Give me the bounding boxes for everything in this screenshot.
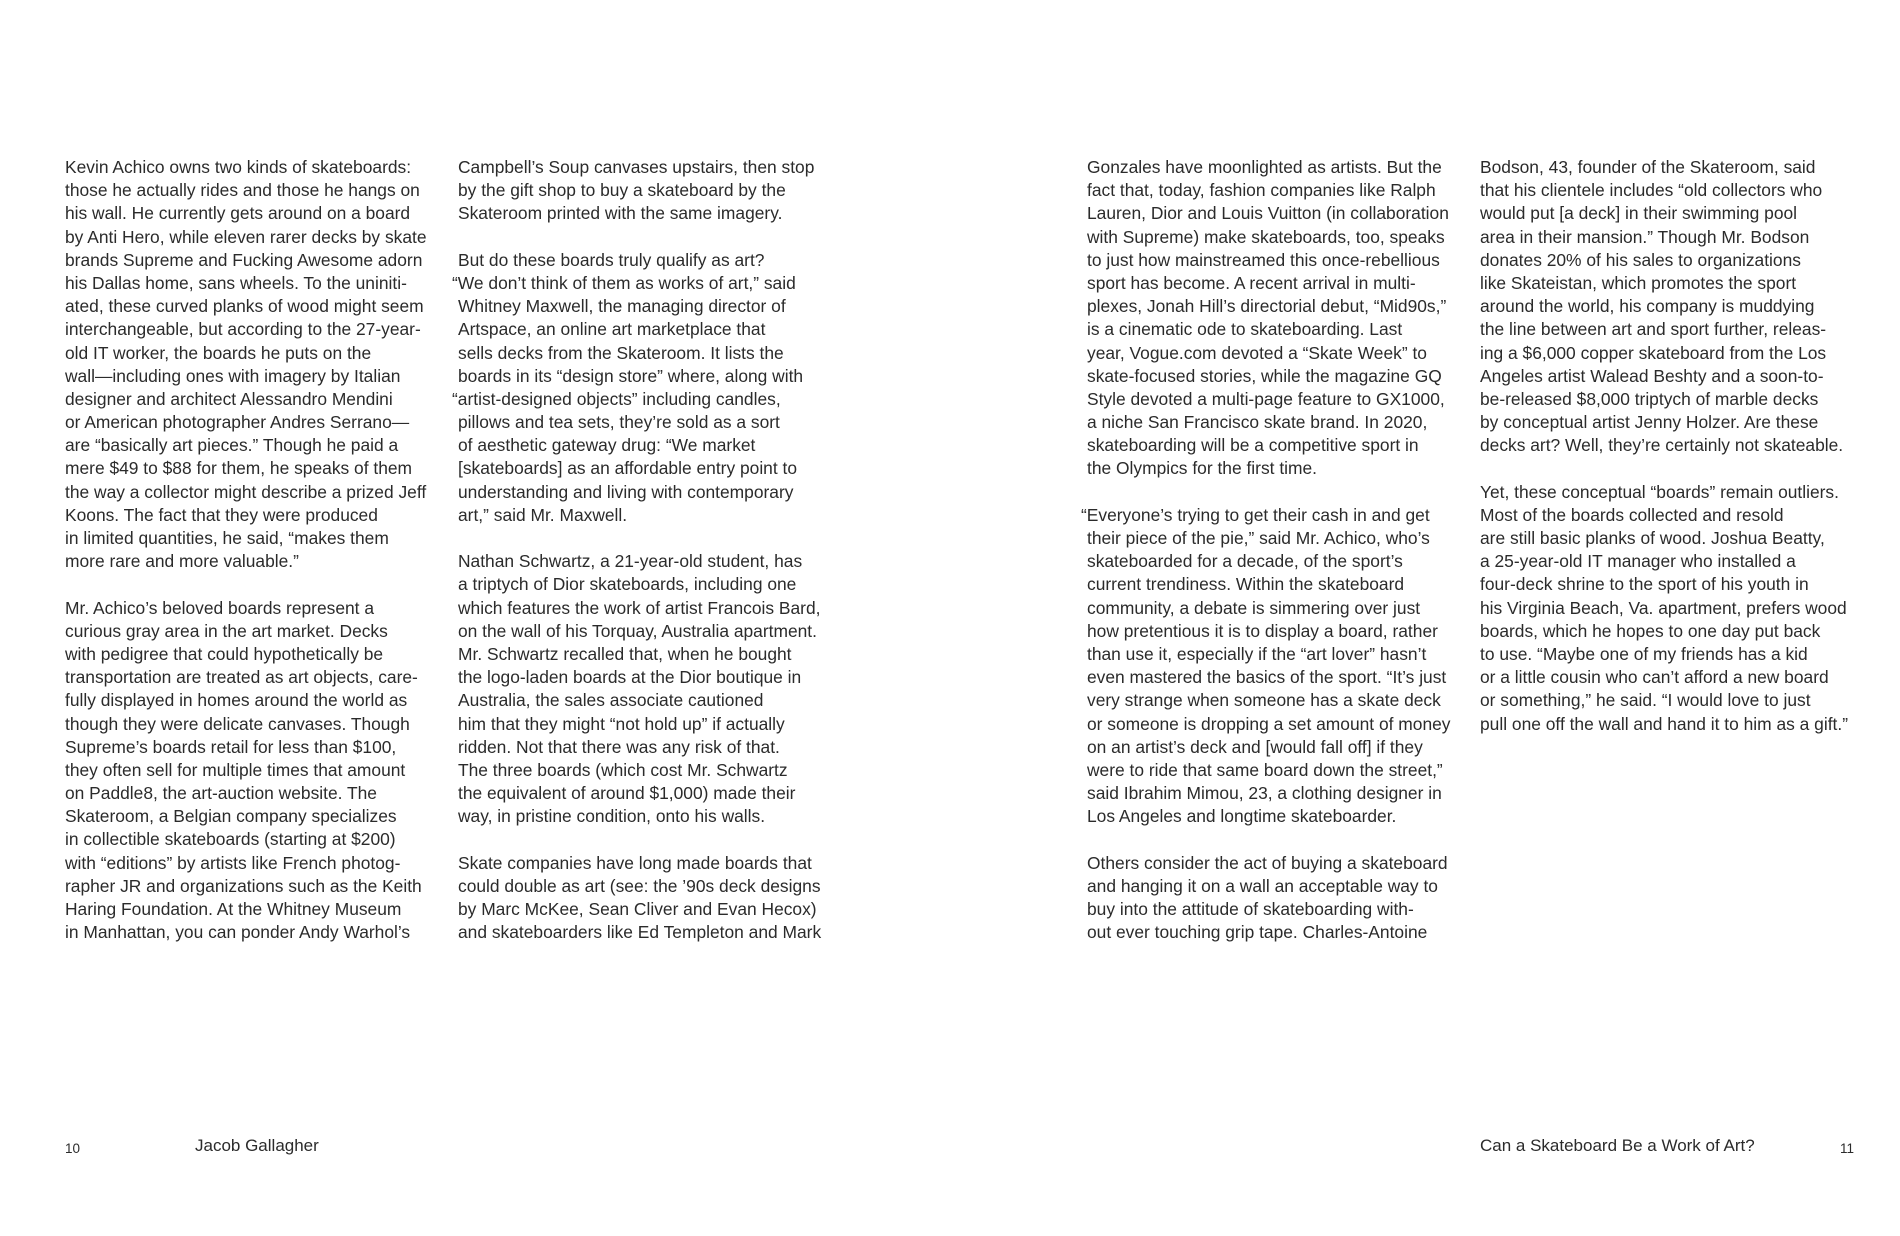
text-line: on an artist’s deck and [would fall off] if they: [1087, 736, 1423, 757]
text-line: art,” said Mr. Maxwell.: [458, 504, 628, 525]
text-line: they often sell for multiple times that amount: [65, 759, 406, 780]
paragraph-break: [1087, 481, 1467, 504]
text-line: those he actually rides and those he hangs on: [65, 180, 420, 201]
text-line: Kevin Achico owns two kinds of skateboards:: [65, 157, 412, 177]
text-line: Campbell’s Soup canvases upstairs, then stop: [458, 157, 815, 177]
text-line: how pretentious it is to display a board, rather: [1087, 620, 1438, 641]
text-line: which features the work of artist Francois Bard,: [458, 597, 821, 618]
text-line: year, Vogue.com devoted a “Skate Week” to: [1087, 342, 1427, 363]
text-line: Style devoted a multi-page feature to GX1000,: [1087, 388, 1445, 409]
text-line: skate-focused stories, while the magazine GQ: [1087, 365, 1442, 386]
text-line: Bodson, 43, founder of the Skateroom, said: [1480, 157, 1816, 177]
text-line: understanding and living with contemporary: [458, 481, 794, 502]
text-line: Yet, these conceptual “boards” remain outliers.: [1480, 481, 1839, 502]
paragraph-break: [1480, 457, 1860, 480]
text-line: a triptych of Dior skateboards, including one: [458, 574, 797, 595]
text-line: designer and architect Alessandro Mendini: [65, 388, 393, 409]
text-line: plexes, Jonah Hill’s directorial debut, “Mid90s,”: [1087, 296, 1447, 317]
text-line: the logo-laden boards at the Dior boutique in: [458, 667, 802, 688]
text-line: and hanging it on a wall an acceptable way to: [1087, 875, 1438, 896]
text-line: The three boards (which cost Mr. Schwartz: [458, 759, 788, 780]
text-line: are still basic planks of wood. Joshua Beatty,: [1480, 528, 1825, 548]
text-line: pillows and tea sets, they’re sold as a sort: [458, 412, 780, 433]
text-line: skateboarded for a decade, of the sport’s: [1087, 551, 1403, 572]
text-line: four-deck shrine to the sport of his youth in: [1480, 574, 1809, 595]
text-line: a niche San Francisco skate brand. In 2020,: [1087, 412, 1428, 433]
text-line: with pedigree that could hypothetically be: [65, 643, 384, 664]
text-line: their piece of the pie,” said Mr. Achico, who’s: [1087, 528, 1430, 548]
text-line: around the world, his company is muddying: [1480, 296, 1815, 317]
left-page-column-1: [65, 156, 445, 944]
text-line: Australia, the sales associate cautioned: [458, 690, 764, 711]
page-number-left: 10: [65, 1141, 81, 1156]
text-line: with “editions” by artists like French photog-: [65, 852, 401, 873]
text-line: rapher JR and organizations such as the Keith: [65, 875, 422, 896]
text-line: boards, which he hopes to one day put back: [1480, 620, 1821, 641]
text-line: with Supreme) make skateboards, too, speaks: [1087, 226, 1445, 247]
text-line: than use it, especially if the “art lover” hasn’t: [1087, 643, 1427, 664]
text-line: or someone is dropping a set amount of money: [1087, 713, 1451, 734]
text-line: in Manhattan, you can ponder Andy Warhol’s: [65, 922, 411, 943]
text-line: Nathan Schwartz, a 21-year-old student, has: [458, 551, 803, 572]
text-line: in collectible skateboards (starting at $200): [65, 829, 396, 850]
text-line: of aesthetic gateway drug: “We market: [458, 435, 756, 456]
text-line: ated, these curved planks of wood might seem: [65, 296, 424, 317]
text-line: Mr. Achico’s beloved boards represent a: [65, 597, 375, 618]
text-line: Supreme’s boards retail for less than $100,: [65, 736, 397, 757]
text-line: Whitney Maxwell, the managing director of: [458, 296, 786, 317]
text-line: Skateroom printed with the same imagery.: [458, 203, 783, 224]
text-line: fully displayed in homes around the world as: [65, 690, 408, 711]
text-line: or American photographer Andres Serrano—: [65, 412, 410, 433]
right-page-column-1: [1081, 156, 1467, 944]
text-line: by Anti Hero, while eleven rarer decks by skate: [65, 226, 427, 247]
text-line: Lauren, Dior and Louis Vuitton (in collaboration: [1087, 203, 1449, 224]
text-line: “We don’t think of them as works of art,” said: [452, 272, 796, 293]
text-line: ridden. Not that there was any risk of that.: [458, 736, 780, 757]
text-line: sport has become. A recent arrival in multi-: [1087, 272, 1416, 293]
text-line: [skateboards] as an affordable entry point to: [458, 458, 798, 479]
text-line: like Skateistan, which promotes the sport: [1480, 272, 1797, 293]
text-line: old IT worker, the boards he puts on the: [65, 342, 372, 363]
text-line: mere $49 to $88 for them, he speaks of them: [65, 458, 413, 479]
author-running-head: Jacob Gallagher: [195, 1136, 319, 1155]
text-line: skateboarding will be a competitive sport in: [1087, 435, 1419, 456]
text-line: be-released $8,000 triptych of marble decks: [1480, 388, 1819, 409]
text-line: Skate companies have long made boards that: [458, 852, 812, 873]
text-line: brands Supreme and Fucking Awesome adorn: [65, 249, 423, 270]
text-line: in limited quantities, he said, “makes them: [65, 528, 389, 548]
text-line: sells decks from the Skateroom. It lists the: [458, 342, 784, 363]
paragraph-break: [1087, 828, 1467, 851]
text-line: by conceptual artist Jenny Holzer. Are these: [1480, 412, 1819, 433]
text-line: Angeles artist Walead Beshty and a soon-to-: [1480, 365, 1824, 386]
text-line: Gonzales have moonlighted as artists. But the: [1087, 157, 1442, 177]
text-line: Artspace, an online art marketplace that: [458, 319, 766, 340]
text-line: or a little cousin who can’t afford a new board: [1480, 667, 1829, 688]
text-line: on the wall of his Torquay, Australia apartment.: [458, 620, 817, 641]
text-line: pull one off the wall and hand it to him as a gift.”: [1480, 713, 1849, 734]
text-line: the equivalent of around $1,000) made their: [458, 783, 796, 804]
text-line: the line between art and sport further, releas-: [1480, 319, 1827, 340]
text-line: fact that, today, fashion companies like Ralph: [1087, 180, 1436, 201]
paragraph-break: [458, 828, 838, 851]
text-line: transportation are treated as art objects, care-: [65, 667, 418, 688]
text-line: to just how mainstreamed this once-rebellious: [1087, 249, 1440, 270]
text-line: current trendiness. Within the skateboard: [1087, 574, 1405, 595]
text-line: wall—including ones with imagery by Italian: [65, 365, 401, 386]
text-line: Haring Foundation. At the Whitney Museum: [65, 899, 402, 919]
article-title-running-head: Can a Skateboard Be a Work of Art?: [1480, 1136, 1755, 1155]
text-line: interchangeable, but according to the 27-year-: [65, 319, 421, 340]
text-line: could double as art (see: the ’90s deck designs: [458, 875, 821, 896]
text-line: community, a debate is simmering over just: [1087, 597, 1421, 618]
text-line: decks art? Well, they’re certainly not skateable.: [1480, 435, 1844, 456]
text-line: more rare and more valuable.”: [65, 551, 299, 572]
text-line: would put [a deck] in their swimming pool: [1480, 203, 1798, 224]
text-line: But do these boards truly qualify as art?: [458, 249, 765, 270]
text-line: and skateboarders like Ed Templeton and Mark: [458, 922, 822, 943]
text-line: out ever touching grip tape. Charles-Antoine: [1087, 922, 1428, 943]
text-line: by Marc McKee, Sean Cliver and Evan Hecox): [458, 899, 817, 919]
paragraph-break: [458, 527, 838, 550]
text-line: boards in its “design store” where, along with: [458, 365, 804, 386]
text-line: Others consider the act of buying a skateboard: [1087, 852, 1448, 873]
text-line: Skateroom, a Belgian company specializes: [65, 806, 397, 827]
text-line: Los Angeles and longtime skateboarder.: [1087, 806, 1397, 827]
text-line: the Olympics for the first time.: [1087, 458, 1318, 479]
paragraph-break: [458, 226, 838, 249]
text-line: “Everyone’s trying to get their cash in and get: [1081, 504, 1430, 525]
page-number-right: 11: [1840, 1141, 1855, 1156]
text-line: even mastered the basics of the sport. “It’s just: [1087, 667, 1447, 688]
text-line: his wall. He currently gets around on a board: [65, 203, 411, 224]
text-line: buy into the attitude of skateboarding with-: [1087, 899, 1414, 919]
text-line: Most of the boards collected and resold: [1480, 504, 1784, 525]
text-line: his Dallas home, sans wheels. To the uniniti-: [65, 272, 407, 293]
paragraph-break: [65, 573, 445, 596]
text-line: “artist-designed objects” including candles,: [452, 388, 781, 409]
text-line: very strange when someone has a skate deck: [1087, 690, 1441, 711]
text-line: were to ride that same board down the street,”: [1087, 759, 1443, 780]
left-page-column-2: [452, 156, 838, 944]
text-line: curious gray area in the art market. Decks: [65, 620, 388, 641]
text-line: though they were delicate canvases. Though: [65, 713, 410, 734]
text-line: to use. “Maybe one of my friends has a kid: [1480, 643, 1808, 664]
text-line: way, in pristine condition, onto his walls.: [458, 806, 766, 827]
text-line: area in their mansion.” Though Mr. Bodson: [1480, 226, 1810, 247]
text-line: or something,” he said. “I would love to just: [1480, 690, 1811, 711]
text-line: Mr. Schwartz recalled that, when he bought: [458, 643, 792, 664]
text-line: are “basically art pieces.” Though he paid a: [65, 435, 399, 456]
text-line: his Virginia Beach, Va. apartment, prefers wood: [1480, 597, 1847, 618]
text-line: a 25-year-old IT manager who installed a: [1480, 551, 1796, 572]
text-line: Koons. The fact that they were produced: [65, 504, 378, 525]
text-line: by the gift shop to buy a skateboard by the: [458, 180, 786, 201]
right-page-column-2: [1480, 156, 1860, 736]
text-line: him that they might “not hold up” if actually: [458, 713, 785, 734]
text-line: on Paddle8, the art-auction website. The: [65, 783, 377, 804]
text-line: ing a $6,000 copper skateboard from the Los: [1480, 342, 1827, 363]
text-line: that his clientele includes “old collectors who: [1480, 180, 1823, 201]
text-line: the way a collector might describe a prized Jeff: [65, 481, 427, 502]
text-line: is a cinematic ode to skateboarding. Last: [1087, 319, 1403, 340]
text-line: donates 20% of his sales to organizations: [1480, 249, 1801, 270]
text-line: said Ibrahim Mimou, 23, a clothing designer in: [1087, 783, 1442, 804]
